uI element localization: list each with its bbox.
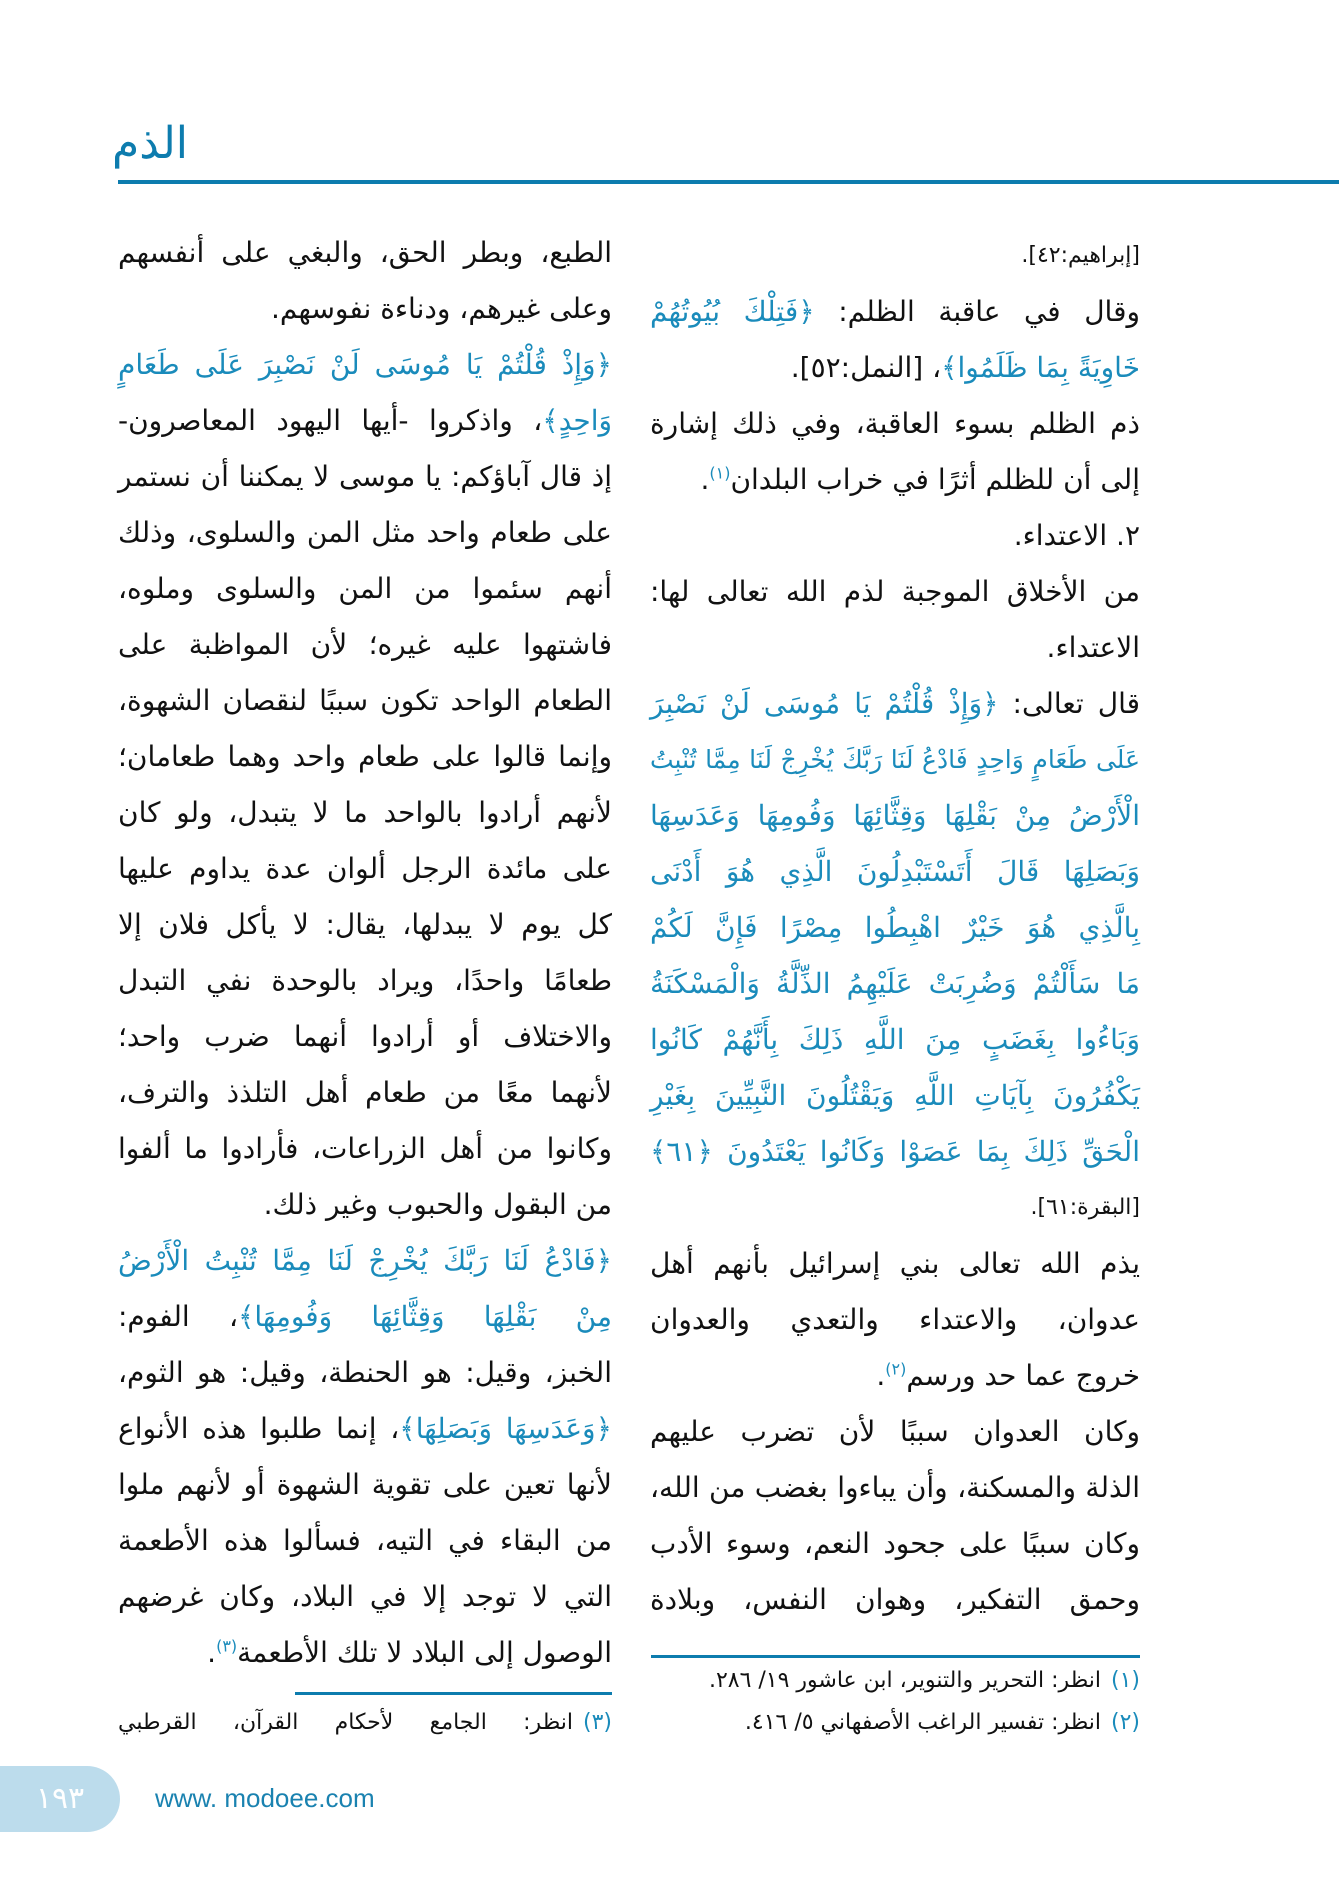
text-line	[650, 1460, 1140, 1516]
body-text: ، إنما طلبوا هذه الأنواع	[118, 1412, 400, 1445]
footnote-divider-left	[295, 1692, 612, 1695]
body-text: إذ قال آباؤكم: يا موسى لا يمكننا أن نستمر	[118, 460, 612, 493]
body-text: عدوان، والاعتداء والتعدي والعدوان	[650, 1303, 1140, 1336]
body-text: وكان العدوان سببًا لأن تضرب عليهم	[650, 1415, 1140, 1448]
quran-verse: ﴿فَادْعُ لَنَا رَبَّكَ يُخْرِجْ لَنَا مِمَّا تُنْبِتُ الْأَرْضُ	[118, 1244, 612, 1277]
footnote-ref: (١)	[709, 463, 731, 483]
body-text: ذم الظلم بسوء العاقبة، وفي ذلك إشارة	[650, 407, 1140, 440]
footnote-number: (١)	[1110, 1668, 1140, 1693]
text-line	[650, 1180, 1140, 1236]
text-line	[650, 452, 1140, 508]
text-line	[650, 1516, 1140, 1572]
quran-verse: خَاوِيَةً بِمَا ظَلَمُوا﴾	[941, 351, 1140, 384]
text-line	[118, 953, 612, 1009]
text-line	[118, 729, 612, 785]
text-line	[118, 1289, 612, 1345]
text-line	[118, 1513, 612, 1569]
body-text: ، واذكروا -أيها اليهود المعاصرون-	[118, 404, 543, 437]
text-line	[118, 1177, 612, 1233]
text-line	[118, 841, 612, 897]
text-line	[118, 785, 612, 841]
quran-verse: وَبَصَلِهَا قَالَ أَتَسْتَبْدِلُونَ الَّذِي هُوَ أَدْنَى	[650, 855, 1140, 888]
quran-verse: مِنْ بَقْلِهَا وَقِثَّائِهَا وَفُومِهَا﴾	[237, 1300, 612, 1333]
body-text: من البقول والحبوب وغير ذلك.	[263, 1188, 612, 1221]
footnote-number: (٢)	[1110, 1710, 1140, 1735]
body-text: ٢. الاعتداء.	[1013, 519, 1140, 552]
text-line	[650, 564, 1140, 620]
body-text: قال تعالى:	[998, 687, 1140, 720]
text-line	[118, 1457, 612, 1513]
footnote-number: (٣)	[582, 1710, 612, 1735]
text-line	[118, 1401, 612, 1457]
footnote-2	[745, 1702, 1140, 1744]
page-number: ١٩٣	[0, 1766, 120, 1832]
body-text: ، [النمل:٥٢].	[790, 351, 942, 384]
quran-verse: الْحَقِّ ذَلِكَ بِمَا عَصَوْا وَكَانُوا يَعْتَدُونَ ﴿٦١﴾	[650, 1135, 1140, 1168]
text-line	[118, 1065, 612, 1121]
footnote-ref: (٢)	[885, 1359, 907, 1379]
text-line	[650, 1068, 1140, 1124]
header-divider	[118, 180, 1339, 184]
text-line	[118, 393, 612, 449]
body-text: وحمق التفكير، وهوان النفس، وبلادة	[650, 1583, 1140, 1616]
chapter-title: الذم	[112, 118, 188, 169]
text-line	[118, 1625, 612, 1681]
text-line	[118, 505, 612, 561]
body-text: لأنهما معًا من طعام أهل التلذذ والترف،	[118, 1076, 612, 1109]
text-line	[118, 225, 612, 281]
text-line	[118, 1233, 612, 1289]
footnote-divider-right	[651, 1655, 1140, 1658]
body-text: التي لا توجد إلا في البلاد، وكان غرضهم	[118, 1580, 612, 1613]
body-text: إلى أن للظلم أثرًا في خراب البلدان	[730, 463, 1140, 496]
body-text: الاعتداء.	[1046, 631, 1140, 664]
quran-verse: وَبَاءُوا بِغَضَبٍ مِنَ اللَّهِ ذَلِكَ بِأَنَّهُمْ كَانُوا	[650, 1023, 1140, 1056]
body-text: وقال في عاقبة الظلم:	[814, 295, 1140, 328]
quran-verse: عَلَى طَعَامٍ وَاحِدٍ فَادْعُ لَنَا رَبَّكَ يُخْرِجْ لَنَا مِمَّا تُنْبِتُ	[650, 745, 1140, 774]
body-text: ، الفوم:	[118, 1300, 238, 1333]
body-text: أنهم سئموا من المن والسلوى وملوه،	[118, 572, 612, 605]
body-text: وكانوا من أهل الزراعات، فأرادوا ما ألفوا	[118, 1132, 612, 1165]
text-line	[650, 1572, 1140, 1628]
body-text: فاشتهوا عليه غيره؛ لأن المواظبة على	[118, 628, 612, 661]
body-text: على طعام واحد مثل المن والسلوى، وذلك	[118, 516, 612, 549]
text-line	[118, 1121, 612, 1177]
text-line	[118, 449, 612, 505]
body-text: [البقرة:٦١].	[1030, 1195, 1140, 1220]
body-text: .	[700, 463, 710, 496]
text-line	[650, 788, 1140, 844]
text-line	[650, 1292, 1140, 1348]
body-text: خروج عما حد ورسم	[906, 1359, 1140, 1392]
quran-verse: ﴿وَإِذْ قُلْتُمْ يَا مُوسَى لَنْ نَصْبِرَ عَلَى طَعَامٍ	[118, 348, 612, 381]
body-text: والاختلاف أو أرادوا أنهما ضرب واحد؛	[118, 1020, 612, 1053]
text-line	[650, 1236, 1140, 1292]
footnote-text: انظر: الجامع لأحكام القرآن، القرطبي	[118, 1710, 573, 1735]
text-line	[118, 281, 612, 337]
left-text-column	[118, 225, 612, 1681]
text-line	[650, 1348, 1140, 1404]
quran-verse: الْأَرْضُ مِنْ بَقْلِهَا وَقِثَّائِهَا وَفُومِهَا وَعَدَسِهَا	[650, 799, 1140, 832]
body-text: .	[207, 1636, 217, 1669]
body-text: كل يوم لا يبدلها، يقال: لا يأكل فلان إلا	[118, 908, 612, 941]
text-line	[650, 1012, 1140, 1068]
text-line	[118, 1569, 612, 1625]
text-line	[118, 337, 612, 393]
text-line	[118, 897, 612, 953]
text-line	[650, 228, 1140, 284]
quran-verse: بِالَّذِي هُوَ خَيْرٌ اهْبِطُوا مِصْرًا فَإِنَّ لَكُمْ	[650, 911, 1140, 944]
body-text: يذم الله تعالى بني إسرائيل بأنهم أهل	[650, 1247, 1140, 1280]
quran-verse: مَا سَأَلْتُمْ وَضُرِبَتْ عَلَيْهِمُ الذِّلَّةُ وَالْمَسْكَنَةُ	[650, 967, 1140, 1000]
footnote-text: انظر: تفسير الراغب الأصفهاني ٥/ ٤١٦.	[744, 1710, 1101, 1735]
text-line	[650, 956, 1140, 1012]
footnote-1	[709, 1660, 1140, 1702]
body-text: الذلة والمسكنة، وأن يباءوا بغضب من الله،	[650, 1471, 1140, 1504]
body-text: لأنهم أرادوا بالواحد ما لا يتبدل، ولو كان	[118, 796, 612, 829]
text-line	[650, 508, 1140, 564]
footnote-ref: (٣)	[216, 1636, 238, 1656]
text-line	[118, 1345, 612, 1401]
text-line	[650, 732, 1140, 788]
body-text: .	[876, 1359, 886, 1392]
body-text: طعامًا واحدًا، ويراد بالوحدة نفي التبدل	[118, 964, 612, 997]
quran-verse: وَاحِدٍ﴾	[542, 404, 612, 437]
body-text: الوصول إلى البلاد لا تلك الأطعمة	[237, 1636, 612, 1669]
right-text-column	[650, 228, 1140, 1628]
body-text: الخبز، وقيل: هو الحنطة، وقيل: هو الثوم،	[118, 1356, 612, 1389]
quran-verse: ﴿وَعَدَسِهَا وَبَصَلِهَا﴾	[399, 1412, 612, 1445]
text-line	[650, 900, 1140, 956]
text-line	[118, 561, 612, 617]
body-text: من الأخلاق الموجبة لذم الله تعالى لها:	[650, 575, 1140, 608]
body-text: [إبراهيم:٤٢].	[1021, 243, 1140, 268]
text-line	[650, 1124, 1140, 1180]
footnote-3	[118, 1702, 612, 1744]
footnote-text: انظر: التحرير والتنوير، ابن عاشور ١٩/ ٢٨٦.	[708, 1668, 1101, 1693]
body-text: وعلى غيرهم، ودناءة نفوسهم.	[271, 292, 612, 325]
body-text: الطبع، وبطر الحق، والبغي على أنفسهم	[118, 236, 612, 269]
body-text: وإنما قالوا على طعام واحد وهما طعامان؛	[118, 740, 612, 773]
website-link[interactable]: www. modoee.com	[155, 1783, 375, 1813]
text-line	[650, 1404, 1140, 1460]
quran-verse: ﴿وَإِذْ قُلْتُمْ يَا مُوسَى لَنْ نَصْبِرَ	[650, 687, 999, 720]
quran-verse: ﴿فَتِلْكَ بُيُوتُهُمْ	[650, 295, 815, 328]
body-text: لأنها تعين على تقوية الشهوة أو لأنهم ملوا	[118, 1468, 612, 1501]
text-line	[118, 673, 612, 729]
text-line	[118, 1009, 612, 1065]
text-line	[650, 620, 1140, 676]
body-text: وكان سببًا على جحود النعم، وسوء الأدب	[650, 1527, 1140, 1560]
quran-verse: يَكْفُرُونَ بِآيَاتِ اللَّهِ وَيَقْتُلُونَ النَّبِيِّينَ بِغَيْرِ	[650, 1079, 1140, 1112]
text-line	[650, 340, 1140, 396]
text-line	[650, 844, 1140, 900]
body-text: الطعام الواحد تكون سببًا لنقصان الشهوة،	[118, 684, 612, 717]
text-line	[650, 396, 1140, 452]
body-text: على مائدة الرجل ألوان عدة يداوم عليها	[118, 852, 612, 885]
text-line	[118, 617, 612, 673]
text-line	[650, 676, 1140, 732]
text-line	[650, 284, 1140, 340]
body-text: من البقاء في التيه، فسألوا هذه الأطعمة	[118, 1524, 612, 1557]
